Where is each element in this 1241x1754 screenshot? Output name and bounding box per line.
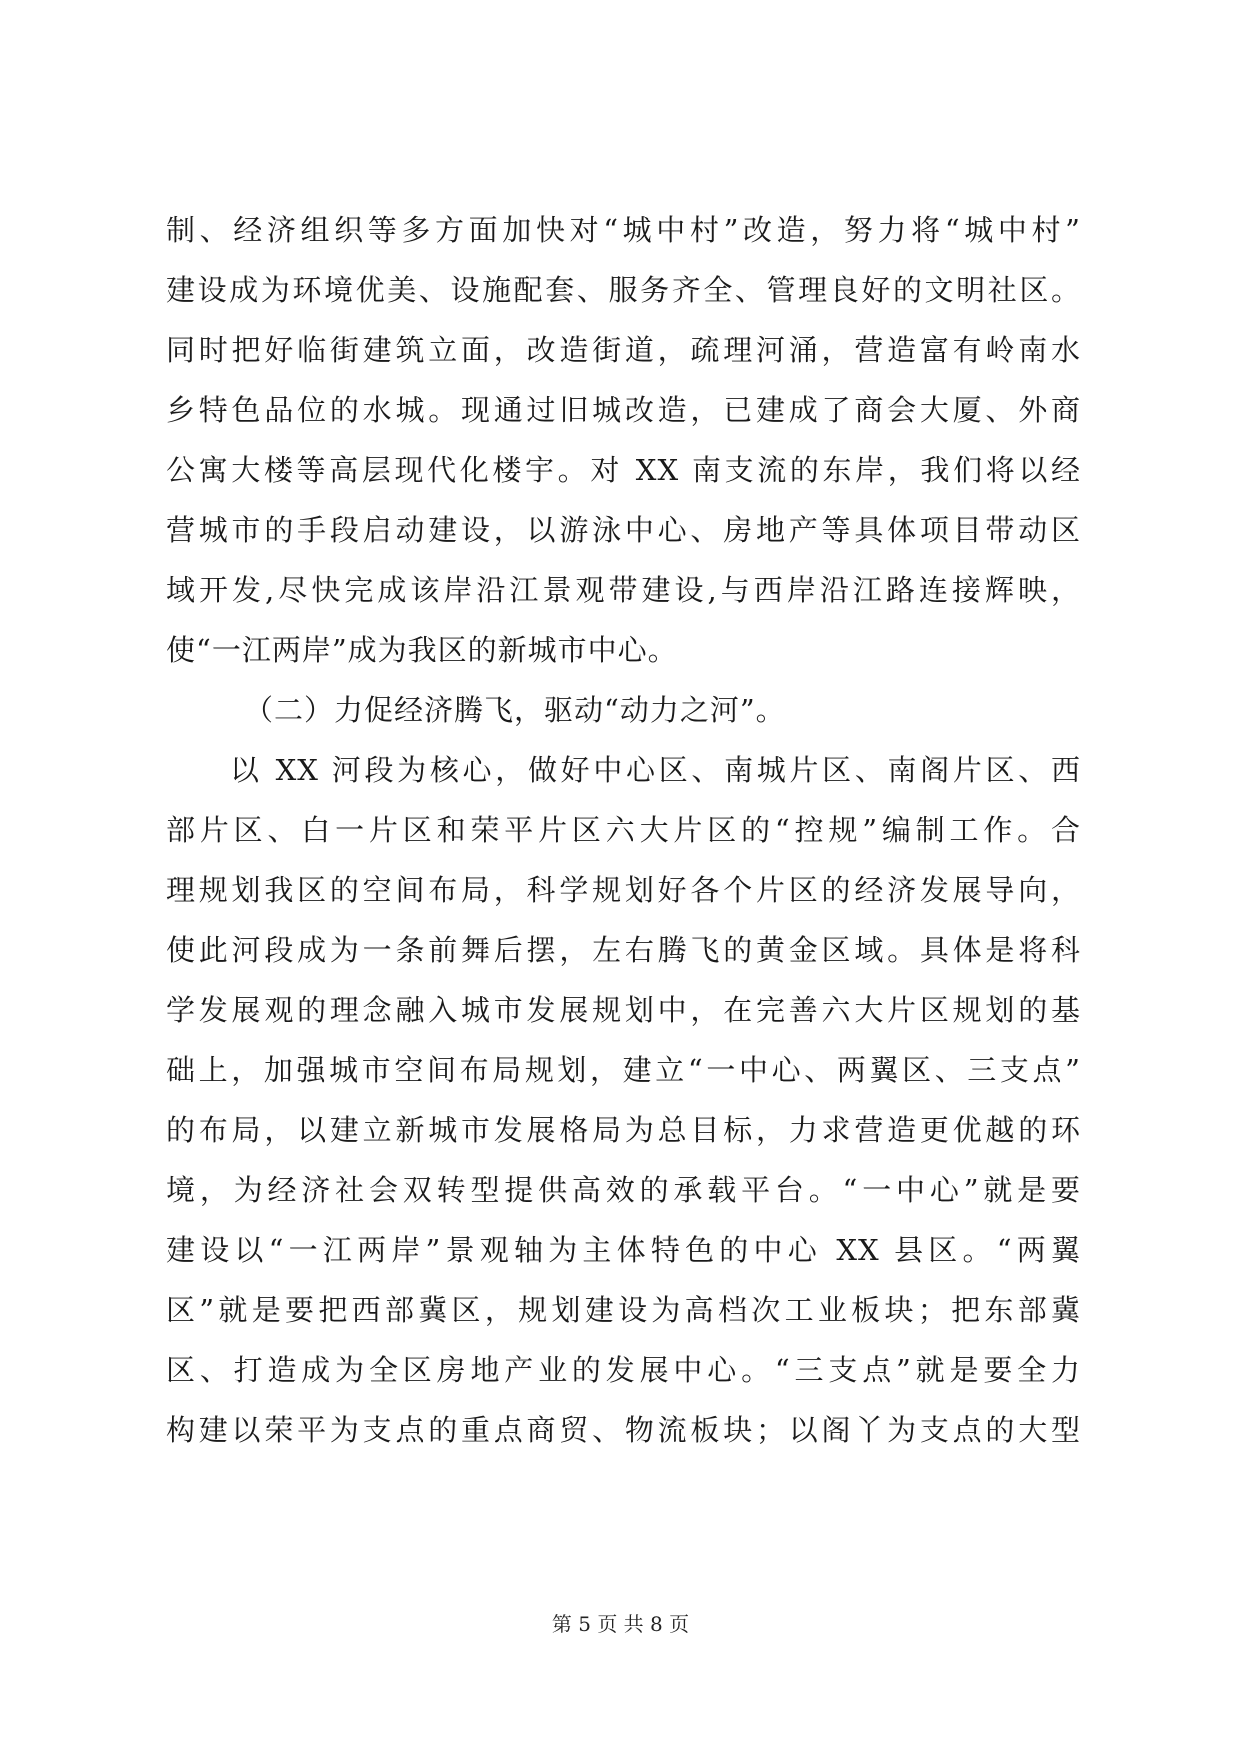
text-line: 使此河段成为一条前舞后摆，左右腾飞的黄金区域。具体是将科 [166, 933, 1081, 967]
text-line: 础上，加强城市空间布局规划，建立“一中心、两翼区、三支点” [166, 1053, 1081, 1087]
text-line: 部片区、白一片区和荣平片区六大片区的“控规”编制工作。合 [166, 813, 1081, 847]
text-line: 境，为经济社会双转型提供高效的承载平台。“一中心”就是要 [166, 1173, 1081, 1207]
text-line: 的布局，以建立新城市发展格局为总目标，力求营造更优越的环 [166, 1113, 1081, 1147]
text-line: 学发展观的理念融入城市发展规划中，在完善六大片区规划的基 [166, 993, 1081, 1027]
text-line: 区”就是要把西部冀区，规划建设为高档次工业板块；把东部冀 [166, 1293, 1081, 1327]
body-text [166, 200, 1081, 1460]
text-line: 以 XX 河段为核心，做好中心区、南城片区、南阁片区、西 [230, 753, 1081, 787]
page-footer: 第 5 页 共 8 页 [551, 1612, 690, 1636]
text-line: 区、打造成为全区房地产业的发展中心。“三支点”就是要全力 [166, 1353, 1081, 1387]
paragraph [166, 740, 1081, 1460]
paragraph [166, 200, 1081, 680]
text-line: 乡特色品位的水城。现通过旧城改造，已建成了商会大厦、外商 [166, 393, 1081, 427]
text-line: 域开发,尽快完成该岸沿江景观带建设,与西岸沿江路连接辉映， [166, 573, 1081, 607]
text-line: 营城市的手段启动建设，以游泳中心、房地产等具体项目带动区 [166, 513, 1081, 547]
text-line: 使“一江两岸”成为我区的新城市中心。 [166, 633, 678, 667]
text-line: 构建以荣平为支点的重点商贸、物流板块；以阁丫为支点的大型 [166, 1413, 1081, 1447]
text-line: 建设以“一江两岸”景观轴为主体特色的中心 XX 县区。“两翼 [166, 1233, 1081, 1267]
heading-line: （二）力促经济腾飞，驱动“动力之河”。 [244, 693, 786, 727]
section-heading [166, 680, 1081, 740]
text-line: 制、经济组织等多方面加快对“城中村”改造，努力将“城中村” [166, 213, 1081, 247]
text-line: 理规划我区的空间布局，科学规划好各个片区的经济发展导向， [166, 873, 1081, 907]
text-line: 公寓大楼等高层现代化楼宇。对 XX 南支流的东岸，我们将以经 [166, 453, 1081, 487]
text-line: 同时把好临街建筑立面，改造街道，疏理河涌，营造富有岭南水 [166, 333, 1081, 367]
text-line: 建设成为环境优美、设施配套、服务齐全、管理良好的文明社区。 [166, 273, 1081, 307]
